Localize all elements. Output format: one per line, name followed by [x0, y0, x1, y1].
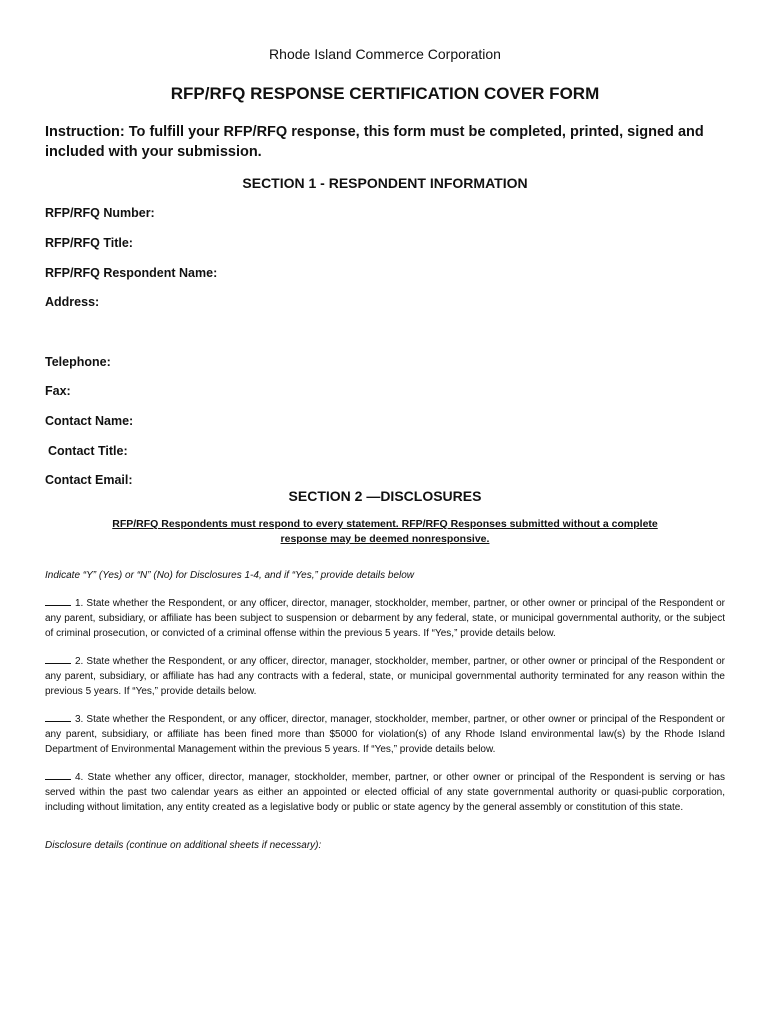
disclosure-3-answer-blank[interactable] — [45, 711, 71, 722]
rfp-number-label: RFP/RFQ Number: — [45, 206, 155, 220]
section-1-heading: SECTION 1 - RESPONDENT INFORMATION — [242, 175, 528, 191]
rfp-title-label: RFP/RFQ Title: — [45, 236, 133, 250]
address-label: Address: — [45, 295, 100, 309]
disclosure-1-text: 1. State whether the Respondent, or any officer, director, manager, stockholder, member, partner, or other owner or principal of the Respondent or any parent, subsidiary, or affiliate has been subject to suspension or debarment by any federal, state, or municipal governmental authority, or the subject of criminal prosecution, or convicted of a criminal offense within the previous 5 years. If “Yes,” provide details below. — [45, 598, 725, 639]
fax-label: Fax: — [45, 384, 71, 398]
organization-name: Rhode Island Commerce Corporation — [269, 46, 501, 62]
indicate-instruction: Indicate “Y” (Yes) or “N” (No) for Disclosures 1-4, and if “Yes,” provide details below — [45, 570, 415, 581]
respondent-name-label: RFP/RFQ Respondent Name: — [45, 266, 218, 280]
disclosure-3-text: 3. State whether the Respondent, or any officer, director, manager, stockholder, member, partner, or other owner or principal of the Respondent or any parent, subsidiary, or affiliate has been fined more than $5000 for violation(s) of any Rhode Island environmental law(s) by the Rhode Island Department of Environmental Management within the previous 5 years. If “Yes,” provide details below. — [45, 714, 725, 755]
contact-name-label: Contact Name: — [45, 414, 134, 428]
contact-email-label: Contact Email: — [45, 473, 133, 487]
section-2-heading: SECTION 2 —DISCLOSURES — [288, 488, 482, 504]
response-notice: RFP/RFQ Respondents must respond to every statement. RFP/RFQ Responses submitted without a complete response may be deemed nonresponsive. — [112, 518, 658, 545]
disclosure-3 — [45, 711, 725, 757]
disclosure-1 — [45, 595, 725, 641]
disclosure-2 — [45, 653, 725, 699]
disclosure-2-text: 2. State whether the Respondent, or any officer, director, manager, stockholder, member, partner, or other owner or principal of the Respondent or any parent, subsidiary, or affiliate has had any contracts with a federal, state, or municipal governmental authority terminated for any reason within the previous 5 years. If “Yes,” provide details below. — [45, 656, 725, 697]
disclosure-4-text: 4. State whether any officer, director, manager, stockholder, member, partner, or other owner or principal of the Respondent is serving or has served within the past two calendar years as either an appointed or elected official of any state governmental authority or quasi-public corporation, including without limitation, any entity created as a legislative body or public or state agency by the general assembly or constitution of this state. — [45, 772, 725, 813]
disclosure-details-label: Disclosure details (continue on additional sheets if necessary): — [45, 840, 322, 851]
disclosure-2-answer-blank[interactable] — [45, 653, 71, 664]
disclosure-4-answer-blank[interactable] — [45, 769, 71, 780]
disclosure-1-answer-blank[interactable] — [45, 595, 71, 606]
telephone-label: Telephone: — [45, 355, 111, 369]
disclosure-4 — [45, 769, 725, 815]
contact-title-label: Contact Title: — [48, 444, 128, 458]
instruction-text: Instruction: To fulfill your RFP/RFQ response, this form must be completed, printed, signed and included with your submission. — [45, 124, 704, 160]
form-title: RFP/RFQ RESPONSE CERTIFICATION COVER FORM — [170, 84, 600, 103]
